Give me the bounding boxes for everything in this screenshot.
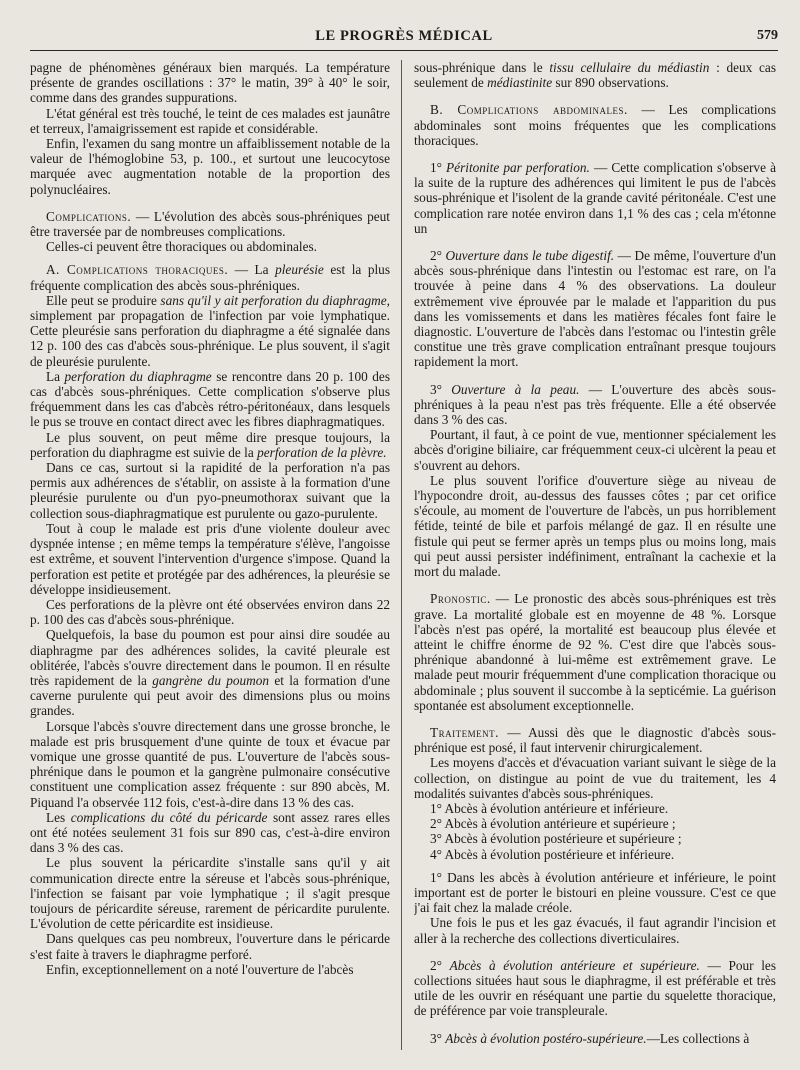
text: 2° — [429, 248, 446, 264]
paragraph: Le plus souvent l'orifice d'ouverture siège au niveau de l'hypocondre droit, au-dessus des fausses côtes ; par cet orifice s'écoule, au moment de l'ouverture de l'abcès, un pus horriblement fétide, teinté de bile et parfois mélangé de gaz. Il en résulte une fistule qui peut se fermer après un temps plus ou moins long, mais qui peut aussi persister indéfiniment, entraînant la cachexie et la mort du malade. — [414, 472, 776, 580]
emphasis: pleurésie — [275, 262, 324, 278]
paragraph — [30, 369, 390, 430]
text: Quelquefois, la base du poumon est pour ainsi dire soudée au diaphragme par des adhérences solides, la cavité pleurale est oblitérée, l'abcès s'ouvre directement dans le poumon. Il en résulte très rapidement de la — [30, 627, 390, 688]
paragraph — [30, 627, 390, 718]
text: — De même, l'ouverture d'un abcès sous-phrénique dans l'intestin ou l'estomac est rare, on l'a trouvée à peine dans 4 % des observations. La douleur extrêmement vive éprouvée par le malade et l'apparition du pus dans les vomissements et dans les matières fécales font faire le diagnostic. L'ouverture de l'abcès dans l'estomac ou l'intestin grêle constitue une très grave complication entraînant presque toujours rapidement la mort. — [414, 248, 776, 370]
right-column — [414, 60, 776, 1064]
section-heading-abdominal: B. Complications abdominales. — [429, 102, 628, 118]
text: 2° — [429, 957, 450, 973]
text: sur 890 observations. — [552, 75, 669, 91]
text: — Pour les collections situées haut sous le diaphragme, il est préférable et très utile de les ouvrir en réséquant une partie du squelette thoracique, de préférence par voie transpleurale. — [414, 957, 776, 1019]
paragraph: Dans quelques cas peu nombreux, l'ouverture dans le péricarde s'est faite à travers le diaphragme perforé. — [30, 931, 390, 962]
list-item: 3° Abcès à évolution postérieure et supérieure ; — [429, 831, 682, 847]
paragraph-abdominal — [414, 102, 776, 148]
paragraph: Lorsque l'abcès s'ouvre directement dans une grosse bronche, le malade est pris brusquement d'une quinte de toux et évacue par vomique une grosse quantité de pus. L'ouverture de l'abcès sous-phrénique dans le poumon et la gangrène pulmonaire consécutive constituent une complication assez fréquente : sur 890 abcès, M. Piquand l'a observée 112 fois, c'est-à-dire dans 13 % des cas. — [30, 718, 390, 810]
paragraph-complications — [30, 209, 390, 239]
paragraph: Ces perforations de la plèvre ont été observées environ dans 22 p. 100 des cas d'abcès sous-phrénique. — [30, 596, 390, 628]
paragraph: Le plus souvent la péricardite s'installe sans qu'il y ait communication directe entre la séreuse et l'abcès sous-phrénique, l'infection se faisant par voie lymphatique ; il s'agit presque toujours de péricardite séreuse, rarement de péricardite purulente. L'évolution de cette péricardite est insidieuse. — [30, 855, 390, 932]
text: se rencontre dans 20 p. 100 des cas d'abcès sous-phréniques. Cette complication s'observe plus fréquemment dans les cas d'abcès rétro-péritonéaux, dans lesquels le pus se trouve en contact direct avec les fibres diaphragmatiques. — [30, 368, 390, 430]
emphasis: perforation du diaphragme — [64, 368, 212, 384]
text: sous-phrénique dans le — [414, 60, 550, 75]
section-heading-prognostic: Pronostic. — [429, 591, 491, 607]
emphasis: perforation de la plèvre. — [257, 444, 387, 460]
paragraph — [414, 248, 776, 370]
emphasis: médiastinite — [487, 75, 553, 91]
text: 1° — [429, 160, 447, 176]
emphasis: Abcès à évolution antérieure et supérieure. — [449, 957, 700, 973]
running-title: LE PROGRÈS MÉDICAL — [315, 28, 493, 44]
paragraph — [30, 810, 390, 856]
emphasis: Ouverture à la peau. — [451, 381, 580, 397]
text: sont assez rares elles ont été notées seulement 31 fois sur 890 cas, c'est-à-dire environ dans 3 % des cas. — [30, 809, 390, 856]
text: simplement par propagation de l'infection par voie lymphatique. Cette pleurésie sans perforation du diaphragme a été signalée dans 12 p. 100 des cas d'abcès sous-phrénique. Le plus souvent, il s'agit de pleurésie purulente. — [30, 308, 390, 369]
paragraph: Dans ce cas, surtout si la rapidité de la perforation n'a pas permis aux adhérences de s'établir, on assiste à la formation d'une pleurésie purulente ou d'un pyo-pneumothorax suivant que la collection sous-diaphragmatique est purulente ou gazo-purulente. — [30, 460, 390, 521]
paragraph: Enfin, l'examen du sang montre un affaiblissement notable de la valeur de l'hémoglobine 53, p. 100., et surtout une leucocytose marquée avec augmentation notable de la proportion des polynucléaires. — [30, 136, 390, 197]
paragraph — [414, 160, 776, 236]
text: — Les complications abdominales sont moins fréquentes que les complications thoraciques. — [414, 102, 776, 148]
text: — Le pronostic des abcès sous-phréniques est très grave. La mortalité globale est en moyenne de 48 %. Lorsque l'abcès n'est pas opéré, la mortalité est beaucoup plus élevée et atteint le chiffre énorme de 92 %. C'est dire que l'abcès sous-phrénique abandonné à lui-même est extrêmement grave. Le malade peut mourir fréquemment d'une complication thoracique ou abdominale ; plus souvent il succombe à la septicémie. La guérison spontanée est absolument exceptionnelle. — [414, 591, 776, 713]
emphasis: Ouverture dans le tube digestif. — [445, 248, 615, 264]
text: Le plus souvent, on peut même dire presque toujours, la perforation du diaphragme est suivie de la — [30, 429, 390, 460]
paragraph — [414, 382, 776, 428]
paragraph: Celles-ci peuvent être thoraciques ou abdominales. — [45, 239, 317, 255]
column-divider — [401, 60, 402, 1050]
paragraph: Enfin, exceptionnellement on a noté l'ouverture de l'abcès — [45, 961, 354, 977]
paragraph — [414, 60, 776, 90]
text: —Les collections à — [646, 1030, 750, 1046]
text: La — [45, 368, 65, 384]
list-item: 1° Abcès à évolution antérieure et inférieure. — [429, 800, 669, 816]
paragraph-thoracic — [30, 262, 390, 292]
section-heading-thoracic: A. Complications thoraciques. — [45, 262, 229, 278]
paragraph: 1° Dans les abcès à évolution antérieure et inférieure, le point important est de porter le bistouri en pleine voussure. C'est ce que j'ai fait chez la malade créole. — [414, 869, 776, 916]
left-column — [30, 60, 390, 1064]
section-heading-treatment: Traitement. — [429, 724, 499, 740]
emphasis: Abcès à évolution postéro-supérieure. — [445, 1030, 647, 1046]
text: Elle peut se produire — [45, 292, 161, 308]
paragraph — [414, 1031, 776, 1046]
text: — L'évolution des abcès sous-phréniques peut être traversée par de nombreuses complications. — [30, 208, 390, 240]
paragraph: Tout à coup le malade est pris d'une violente douleur avec dyspnée intense ; en même temps la température s'élève, l'angoisse est extrême, et souvent l'intervention d'urgence s'impose. Quand la perforation est petite et protégée par des adhérences, la pleurésie se développe insidieusement. — [30, 520, 390, 597]
section-heading-complications: Complications. — [45, 208, 132, 224]
page-number: 579 — [757, 28, 778, 43]
text: Les — [45, 809, 71, 825]
text: — Aussi dès que le diagnostic d'abcès sous-phrénique est posé, il faut intervenir chirurgicalement. — [414, 724, 776, 756]
list-item: 4° Abcès à évolution postérieure et inférieure. — [429, 846, 675, 862]
text: 3° — [429, 1030, 446, 1046]
paragraph-treatment — [414, 725, 776, 755]
paragraph-prognostic — [414, 591, 776, 713]
emphasis: gangrène du poumon — [152, 672, 270, 688]
paragraph: Pourtant, il faut, à ce point de vue, mentionner spécialement les abcès d'origine biliaire, car fréquemment ceux-ci ulcèrent la peau et s'ouvrent au dehors. — [414, 427, 776, 473]
emphasis: sans qu'il y ait perforation du diaphragme, — [160, 292, 390, 308]
text: et la formation d'une caverne purulente qui peut avoir des dimensions plus ou moins grandes. — [30, 672, 390, 719]
text: : deux cas seulement de — [414, 60, 776, 91]
list-item: 2° Abcès à évolution antérieure et supérieure ; — [429, 816, 676, 832]
text: 3° — [429, 381, 452, 397]
paragraph: L'état général est très touché, le teint de ces malades est jaunâtre et terreux, l'amaigrissement est rapide et considérable. — [30, 105, 390, 136]
emphasis: tissu cellulaire du médiastin — [549, 60, 710, 75]
emphasis: complications du côté du péricarde — [70, 809, 268, 825]
paragraph — [30, 293, 390, 369]
text: est la plus fréquente complication des abcès sous-phréniques. — [30, 262, 390, 293]
paragraph — [30, 430, 390, 460]
emphasis: Péritonite par perforation. — [446, 160, 590, 176]
paragraph — [414, 958, 776, 1019]
text: — La — [228, 262, 276, 278]
text: — Cette complication s'observe à la suite de la rupture des adhérences qui limitent le pus de l'abcès sous-phrénique et l'isolent de la grande cavité péritonéale. C'est une complication rare notée environ dans 1,1 % des cas ; cela m'étonne un — [414, 160, 776, 236]
paragraph: Une fois le pus et les gaz évacués, il faut agrandir l'incision et aller à la recherche des collections diverticulaires. — [414, 915, 776, 946]
modality-list — [414, 801, 776, 862]
paragraph: Les moyens d'accès et d'évacuation variant suivant le siège de la collection, on distingue au point de vue du traitement, les 4 modalités suivantes d'abcès sous-phréniques. — [414, 755, 776, 801]
paragraph: pagne de phénomènes généraux bien marqués. La température présente de grandes oscillations : 37° le matin, 39° à 40° le soir, comme dans des grandes suppurations. — [30, 60, 390, 106]
page-header — [30, 24, 778, 51]
text: — L'ouverture des abcès sous-phréniques à la peau n'est pas très fréquente. Elle a été observée dans 3 % des cas. — [414, 381, 776, 428]
